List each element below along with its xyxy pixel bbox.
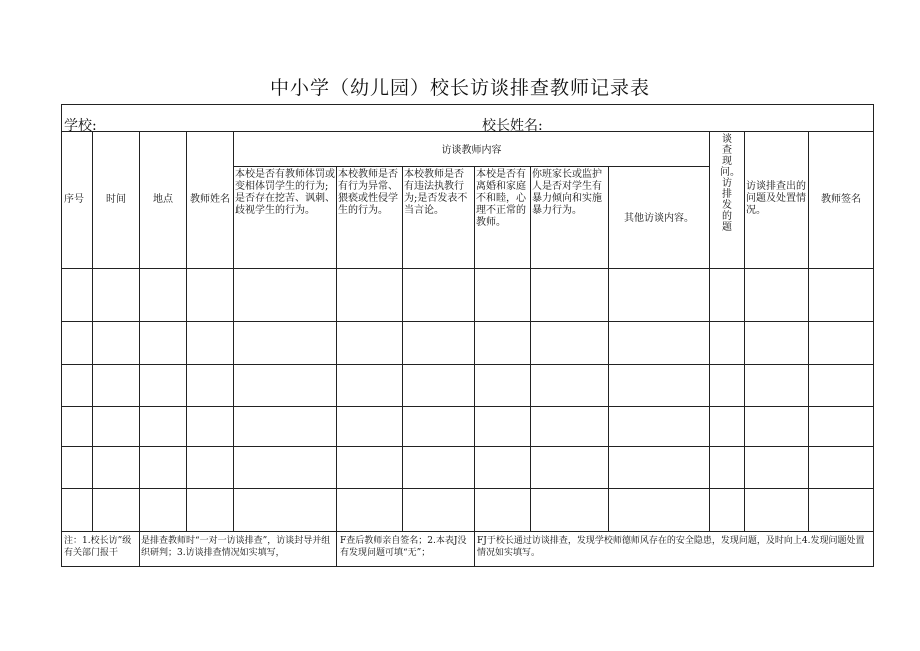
table-line	[530, 166, 531, 531]
table-line	[61, 364, 874, 365]
note-col1: 注：1.校长访”级有关部门报干	[64, 536, 132, 558]
header-handling: 访谈排查出的问题及处置情况。	[746, 181, 806, 216]
note-col3: F查后教师亲自签名；2.本表J没有发现问题可填“无”；	[340, 536, 467, 558]
table-line	[808, 131, 809, 531]
header-seq: 序号	[64, 194, 84, 205]
form-title: 中小学（幼儿园）校长访谈排查教师记录表	[269, 77, 650, 99]
table-line	[61, 488, 874, 489]
header-teacher-name: 教师姓名	[190, 194, 230, 205]
table-line	[709, 131, 710, 531]
table-line	[233, 131, 234, 531]
header-content-group: 访谈教师内容	[441, 145, 502, 156]
table-line	[61, 104, 62, 567]
principal-name-label: 校长姓名:	[482, 118, 543, 134]
header-q5: 你班家长或监护人是否对学生有暴力倾向和实施暴力行为。	[532, 169, 602, 216]
table-line	[61, 104, 874, 105]
header-q3: 本校教师是否有违法执教行为;是否发表不当言论。	[404, 169, 468, 216]
table-line	[139, 531, 140, 566]
table-line	[402, 166, 403, 531]
table-line	[61, 531, 874, 532]
table-line	[61, 268, 874, 269]
table-line	[186, 131, 187, 531]
note-col2: 是排查教师时“一对一访谈排查”，访谈封导并组织研判；3.访谈排查情况如实填写，	[141, 536, 331, 558]
table-line	[873, 104, 874, 567]
table-line	[233, 166, 709, 167]
note-col4: FJ于校长通过访谈排查，发现学校师德师风存在的安全隐患，发现问题，及时向上4.发现问题处置情况如实填写。	[477, 536, 865, 558]
header-q4: 本校是否有离婚和家庭不和睦，心理不正常的教师。	[476, 169, 526, 228]
table-line	[336, 166, 337, 531]
table-line	[61, 446, 874, 447]
table-line	[474, 166, 475, 531]
table-line	[61, 321, 874, 322]
header-q6: 其他访谈内容。	[624, 213, 694, 224]
table-line	[92, 131, 93, 531]
header-q1: 本校是否有教师体罚或变相体罚学生的行为;是否存在挖苦、讽刺、歧视学生的行为。	[235, 169, 335, 216]
header-place: 地点	[153, 194, 173, 205]
header-q2: 本校教师是否有行为异常、猥亵或性侵学生的行为。	[338, 169, 398, 216]
table-line	[744, 131, 745, 531]
header-time: 时间	[106, 194, 126, 205]
table-line	[139, 131, 140, 531]
table-line	[61, 406, 874, 407]
table-line	[61, 131, 874, 132]
table-line	[336, 531, 337, 566]
school-label: 学校:	[64, 118, 97, 134]
header-signature: 教师签名	[821, 194, 861, 205]
header-found-issues: 谈查现问。访排发的题	[720, 134, 740, 233]
table-line	[474, 531, 475, 566]
table-line	[61, 566, 874, 567]
